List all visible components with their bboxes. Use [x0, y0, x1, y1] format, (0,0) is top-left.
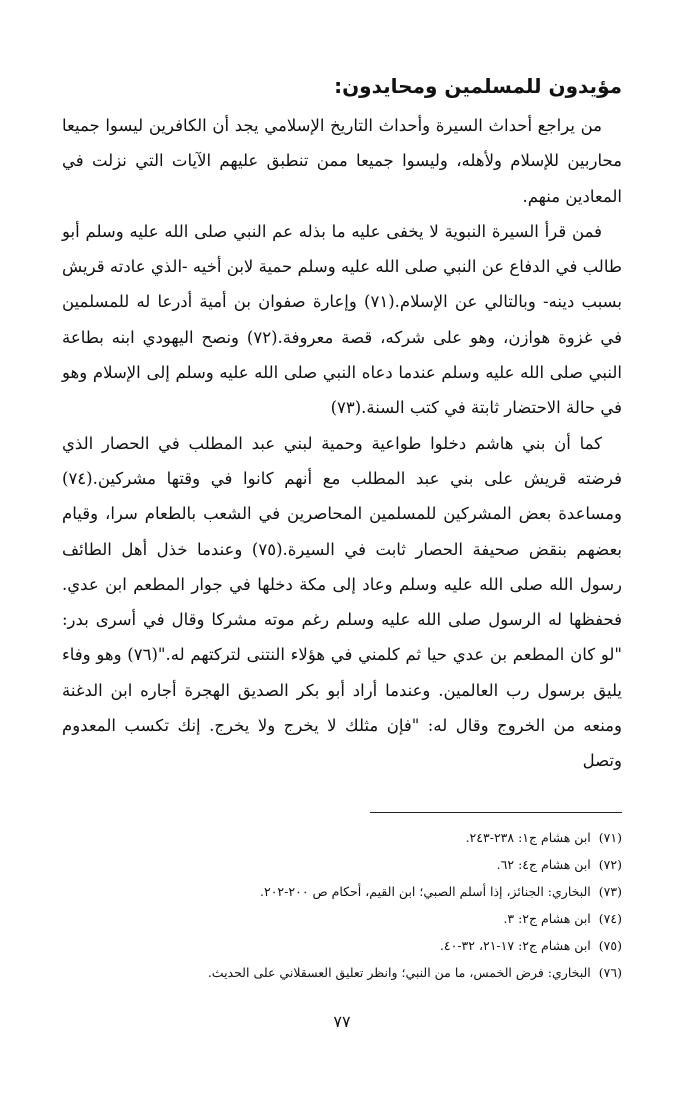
- footnote-text: ابن هشام ج٤: ٦٢.: [496, 857, 591, 872]
- footnote-divider: [370, 812, 622, 813]
- footnote-text: البخاري: الجنائز، إذا أسلم الصبي؛ ابن القيم، أحكام ص ٢٠٠-٢٠٢.: [260, 884, 591, 899]
- footnote-number: (٧٦): [598, 965, 622, 980]
- main-text: [62, 64, 622, 779]
- footnotes-list: [62, 824, 622, 986]
- section-heading: مؤيدون للمسلمين ومحايدون:: [334, 74, 622, 98]
- footnote-text: ابن هشام ج٢: ١٧-٢١، ٣٢-٤٠.: [439, 938, 591, 953]
- footnote-number: (٧١): [598, 830, 622, 845]
- footnote-number: (٧٢): [598, 857, 622, 872]
- footnote: [62, 932, 622, 959]
- page-number: ٧٧: [333, 1012, 351, 1031]
- footnote: [62, 959, 622, 986]
- footnote: [62, 878, 622, 905]
- paragraph: فمن قرأ السيرة النبوية لا يخفى عليه ما بذله عم النبي صلى الله عليه وسلم أبو طالب في الدفاع عن النبي صلى الله عليه وسلم حمية لابن أخيه -الذي عادته قريش بسبب دينه- وبالتالي عن الإسلام.(٧١) وإعارة صفوان بن أمية أدرعا له للمسلمين في غزوة هوازن، وهو على شركه، قصة معروفة.(٧٢) ونصح اليهودي ابنه بطاعة النبي صلى الله عليه وسلم عندما دعاه النبي صلى الله عليه وسلم إلى الإسلام وهو في حالة الاحتضار ثابتة في كتب السنة.(٧٣): [62, 221, 622, 418]
- footnote-number: (٧٥): [598, 938, 622, 953]
- footnote-number: (٧٣): [598, 884, 622, 899]
- footnote: [62, 824, 622, 851]
- footnote: [62, 905, 622, 932]
- paragraph: كما أن بني هاشم دخلوا طواعية وحمية لبني عبد المطلب في الحصار الذي فرضته قريش على بني عبد المطلب مع أنهم كانوا في وقتها مشركين.(٧٤) ومساعدة بعض المشركين للمسلمين المحاصرين في الشعب بالطعام سرا، وقيام بعضهم بنقض صحيفة الحصار ثابت في السيرة.(٧٥) وعندما خذل أهل الطائف رسول الله صلى الله عليه وسلم وعاد إلى مكة دخلها في جوار المطعم ابن عدي. فحفظها له الرسول صلى الله عليه وسلم رغم موته مشركا وقال في أسرى بدر: "لو كان المطعم بن عدي حيا ثم كلمني في هؤلاء النتنى لتركتهم له."(٧٦) وهو وفاء يليق برسول رب العالمين. وعندما أراد أبو بكر الصديق الهجرة أجاره ابن الدغنة ومنعه من الخروج وقال له: "فإن مثلك لا يخرج ولا يخرج. إنك تكسب المعدوم وتصل: [62, 433, 622, 771]
- footnote-text: ابن هشام ج١: ٢٣٨-٢٤٣.: [465, 830, 591, 845]
- footnote-text: ابن هشام ج٢: ٣.: [503, 911, 591, 926]
- footnote-text: البخاري: فرض الخمس، ما من النبي؛ وانظر تعليق العسقلاني على الحديث.: [207, 965, 591, 980]
- paragraph: من يراجع أحداث السيرة وأحداث التاريخ الإسلامي يجد أن الكافرين ليسوا جميعا محاربين للإسلام ولأهله، وليسوا جميعا ممن تنطبق عليهم الآيات التي نزلت في المعادين منهم.: [62, 116, 622, 206]
- footnote: [62, 851, 622, 878]
- footnote-number: (٧٤): [598, 911, 622, 926]
